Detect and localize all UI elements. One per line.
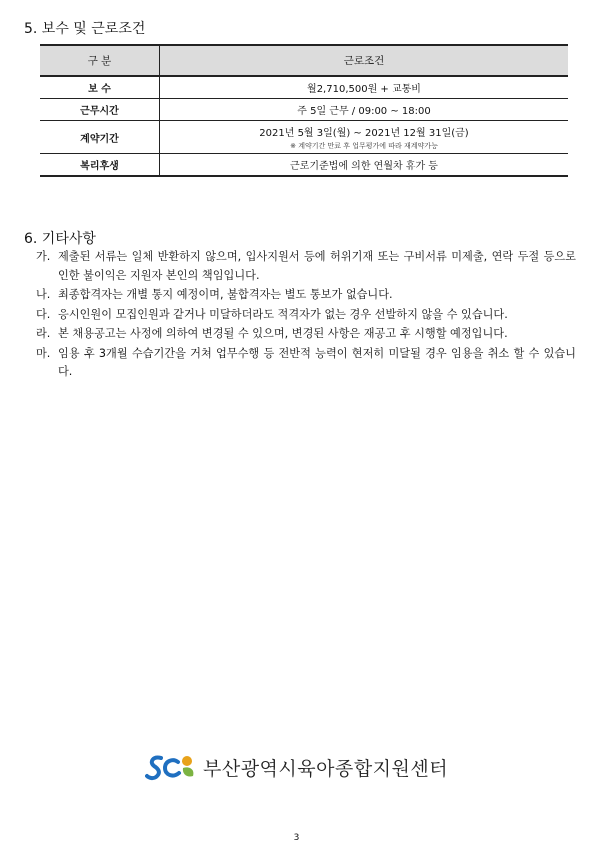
table-row: [40, 121, 568, 154]
item-text: 제출된 서류는 일체 반환하지 않으며, 입사지원서 등에 허위기재 또는 구비서류 미제출, 연락 두절 등으로 인한 불이익은 지원자 본인의 책임입니다.: [58, 250, 576, 282]
list-item: [36, 306, 576, 325]
list-item: [36, 345, 576, 382]
table-header-row: [40, 45, 568, 76]
list-item: [36, 325, 576, 344]
item-text: 최종합격자는 개별 통지 예정이며, 불합격자는 별도 통보가 없습니다.: [58, 288, 393, 301]
item-text: 본 채용공고는 사정에 의하여 변경될 수 있으며, 변경된 사항은 재공고 후 시행할 예정입니다.: [58, 327, 508, 340]
table-row: [40, 76, 568, 99]
row-value: 주 5일 근무 / 09:00 ~ 18:00: [297, 106, 431, 117]
item-marker: 가.: [36, 250, 51, 263]
header-category: 구 분: [40, 45, 160, 76]
row-value: 월2,710,500원 + 교통비: [307, 84, 421, 95]
list-item: [36, 286, 576, 305]
table-row: [40, 99, 568, 121]
header-conditions: 근로조건: [160, 45, 569, 76]
table-row: [40, 154, 568, 177]
item-marker: 다.: [36, 307, 51, 321]
row-value-cell: [160, 121, 569, 154]
row-label: 보 수: [40, 76, 160, 99]
contract-note: ※ 계약기간 만료 후 업무평가에 따라 재계약가능: [290, 141, 438, 150]
item-marker: 마.: [36, 346, 51, 360]
other-notes-list: [36, 248, 576, 383]
item-marker: 나.: [36, 288, 51, 301]
row-label: 계약기간: [40, 121, 160, 154]
list-item: [36, 248, 576, 285]
center-logo-icon: [145, 752, 199, 782]
row-value: 근로기준법에 의한 연월차 휴가 등: [290, 161, 438, 172]
organization-logo: [145, 752, 448, 782]
item-marker: 라.: [36, 327, 51, 340]
item-text: 응시인원이 모집인원과 같거나 미달하더라도 적격자가 없는 경우 선발하지 않을 수 있습니다.: [58, 307, 508, 321]
section-5-title: 5. 보수 및 근로조건: [24, 21, 146, 37]
work-conditions-table: [40, 44, 568, 177]
row-value: 2021년 5월 3일(월) ~ 2021년 12월 31일(금): [259, 127, 469, 139]
section-6-title: 6. 기타사항: [24, 231, 96, 247]
organization-name: 부산광역시육아종합지원센터: [203, 757, 449, 780]
page-number: 3: [293, 833, 300, 843]
item-text: 임용 후 3개월 수습기간을 거쳐 업무수행 등 전반적 능력이 현저히 미달될 경우 임용을 취소 할 수 있습니다.: [58, 346, 576, 378]
row-label: 근무시간: [40, 99, 160, 121]
row-label: 복리후생: [40, 154, 160, 177]
